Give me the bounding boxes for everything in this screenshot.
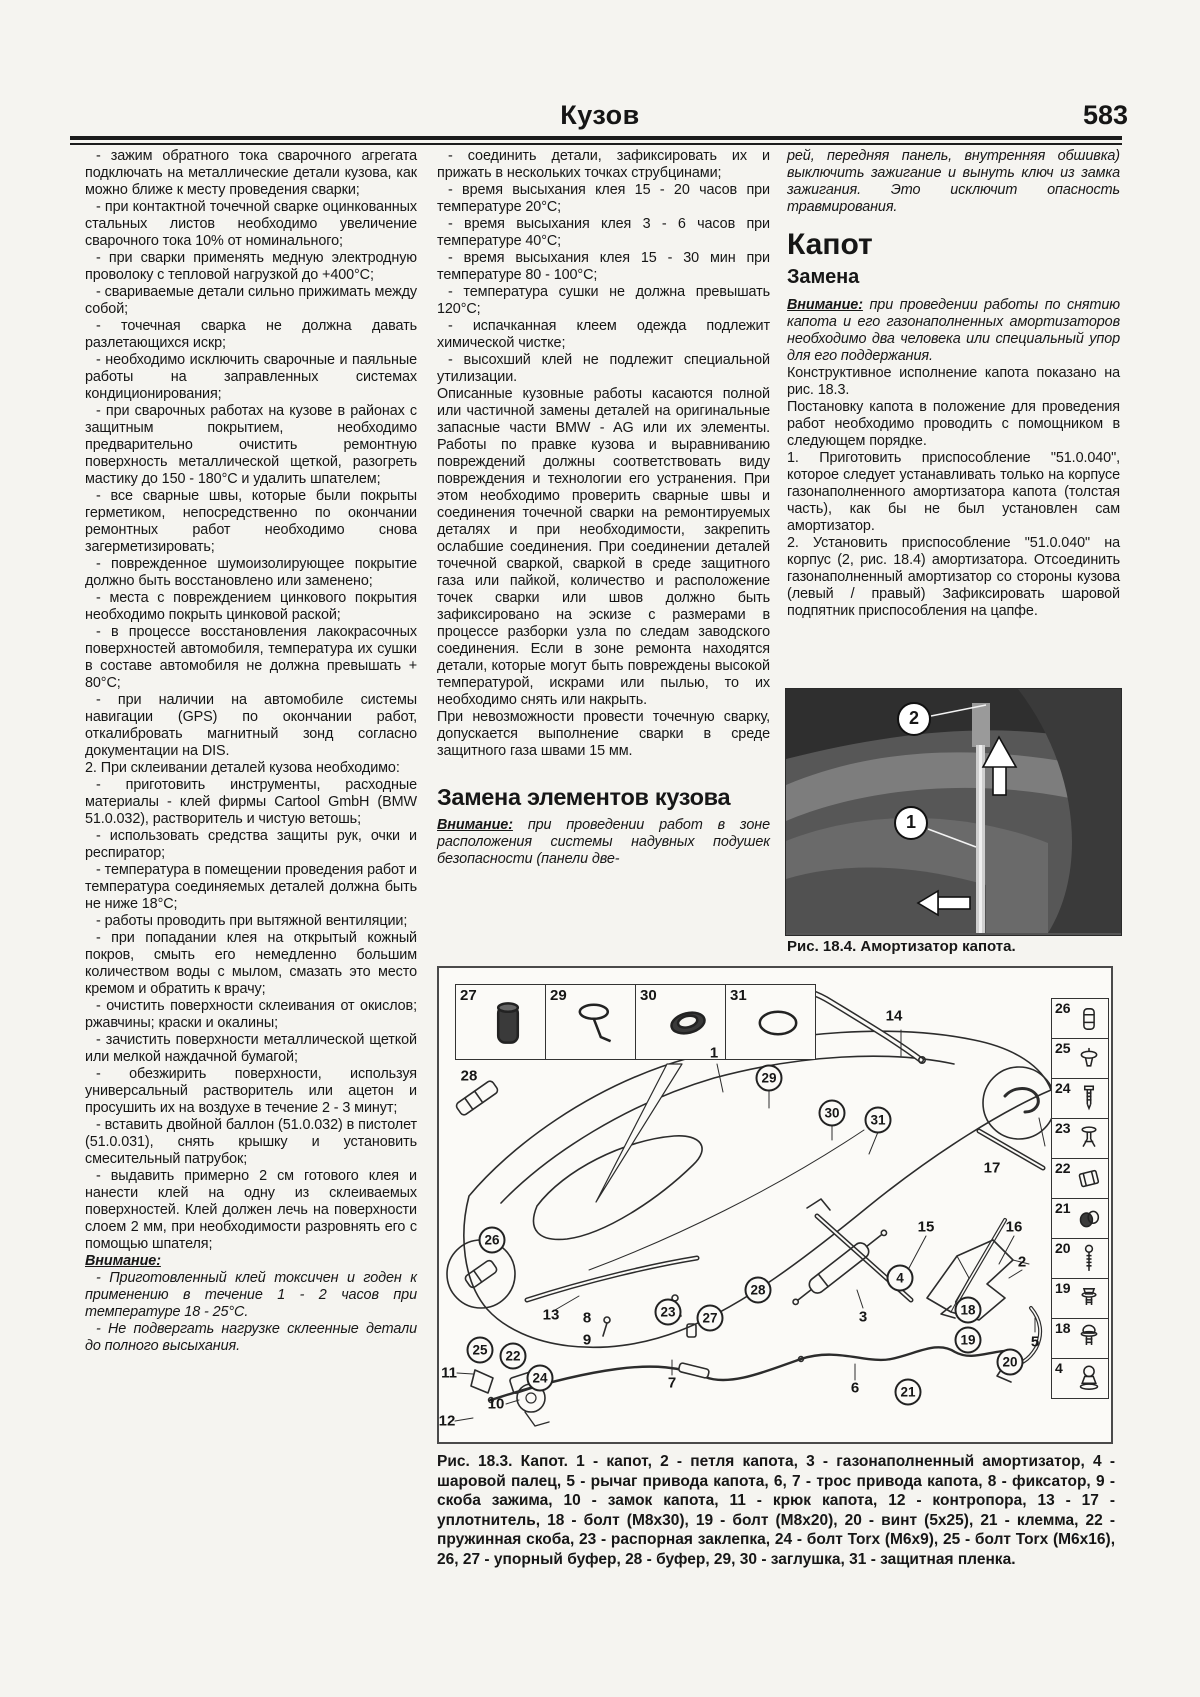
diagram-label-1: 1 xyxy=(709,1044,719,1062)
diagram-label-27: 27 xyxy=(697,1305,724,1332)
grommet-icon xyxy=(660,995,716,1056)
diagram-label-31: 31 xyxy=(865,1107,892,1134)
figure-18-4-photo xyxy=(785,688,1122,936)
part-number: 23 xyxy=(1055,1120,1071,1136)
paragraph: - испачканная клеем одежда подлежит химической чистке; xyxy=(437,318,770,351)
attention-lead: Внимание: xyxy=(787,297,863,313)
part-cell-26 xyxy=(1051,998,1109,1038)
paragraph: 2. Установить приспособление "51.0.040" на корпус (2, рис. 18.4) амортизатора. Отсоединить газонаполненный амортизатор со стороны кузова (левый / правый) Зафиксировать шаровой подпятник приспособления на цапфе. xyxy=(787,535,1120,619)
paragraph: - время высыхания клея 3 - 6 часов при температуре 40°С; xyxy=(437,216,770,249)
paragraph: - соединить детали, зафиксировать их и прижать в нескольких точках струбцинами; xyxy=(437,148,770,181)
bolt-washer-icon xyxy=(1072,1282,1106,1321)
figure-18-3-caption: Рис. 18.3. Капот. 1 - капот, 2 - петля капота, 3 - газонаполненный амортизатор, 4 - шаровой палец, 5 - рычаг привода капота, 6, 7 - трос привода капота, 8 - фиксатор, 9 - скоба зажима, 10 - замок капота, 11 - крюк капота, 12 - контропора, 13 - 17 - уплотнитель, 18 - болт (М8х30), 19 - болт (М8х20), 20 - винт (5х25), 21 - клемма, 22 - пружинная скоба, 23 - распорная заклепка, 24 - болт Torx (М6х9), 25 - болт Torx (М6х16), 26, 27 - упорный буфер, 28 - буфер, 29, 30 - заглушка, 31 - защитная пленка. xyxy=(437,1453,1115,1568)
paragraph xyxy=(437,817,770,868)
part-cell-24 xyxy=(1051,1078,1109,1118)
paragraph: - использовать средства защиты рук, очки и респиратор; xyxy=(85,828,417,861)
part-number: 18 xyxy=(1055,1320,1071,1336)
clamp-icon xyxy=(1072,1202,1106,1241)
diagram-label-17: 17 xyxy=(983,1159,1001,1177)
paragraph: - необходимо исключить сварочные и паяльные работы на заправленных системах кондиционирования; xyxy=(85,352,417,402)
paragraph: - время высыхания клея 15 - 30 мин при температуре 80 - 100°С; xyxy=(437,250,770,283)
paragraph: - точечная сварка не должна давать разлетающихся искр; xyxy=(85,318,417,351)
paragraph: 1. Приготовить приспособление "51.0.040", которое следует устанавливать только на корпусе газонаполненного амортизатора капота (толстая часть), как бы не был установлен сам амортизатор. xyxy=(787,450,1120,534)
diagram-label-25: 25 xyxy=(467,1337,494,1364)
part-number: 30 xyxy=(640,987,657,1004)
paragraph: - Не подвергать нагрузке склеенные детали до полного высыхания. xyxy=(85,1321,417,1354)
legend-cell-29 xyxy=(546,985,636,1059)
photo-callout-1: 1 xyxy=(894,806,928,840)
small-fasteners xyxy=(603,1295,696,1337)
legend-cell-27 xyxy=(456,985,546,1059)
legend-pointer xyxy=(596,1064,682,1202)
buffer-dark-icon xyxy=(480,995,536,1056)
part-cell-25 xyxy=(1051,1038,1109,1078)
attention-lead: Внимание: xyxy=(437,817,513,833)
paragraph: Капот xyxy=(787,228,873,261)
part-number: 4 xyxy=(1055,1360,1063,1376)
paragraph: - зажим обратного тока сварочного агрегата подключать на металлические детали кузова, как можно ближе к месту проведения сварки; xyxy=(85,148,417,198)
paragraph: - приготовить инструменты, расходные материалы - клей фирмы Cartool GmbH (BMW 51.0.032), растворитель и чистую ветошь; xyxy=(85,777,417,827)
diagram-label-28: 28 xyxy=(460,1067,478,1085)
long-screw-icon xyxy=(1072,1242,1106,1281)
paragraph: - очистить поверхности склеивания от окислов; ржавчины; краски и окалины; xyxy=(85,998,417,1031)
part-cell-19 xyxy=(1051,1278,1109,1318)
paragraph: Описанные кузовные работы касаются полной или частичной замены деталей на оригинальные запасные части BMW - AG или их элементы. Работы по правке кузова и выравниванию повреждений должны соответствовать виду повреждения и технологии его устранения. При этом необходимо проверить сварные швы и соединения точечной сварки на ремонтируемых деталях и при необходимости, закрепить ослабшие соединения. При соединении деталей точечной сваркой, сваркой в среде защитного газа или пайкой, количество и расположение точек сварки или швов должно быть зафиксировано на эскизе с размерами в процессе разборки узла по следам заводского соединения. Если в зоне ремонта находятся детали, которые могут быть повреждены высокой температурой, искрами или пылью, то их необходимо снять или накрыть. xyxy=(437,386,770,708)
part-cell-22 xyxy=(1051,1158,1109,1198)
diagram-label-15: 15 xyxy=(917,1218,935,1236)
hinge-2 xyxy=(927,1240,1029,1320)
buffer-28-sketch xyxy=(455,1080,499,1117)
rod-17 xyxy=(979,1067,1055,1168)
spring-clip-icon xyxy=(1072,1162,1106,1201)
paragraph: - все сварные швы, которые были покрыты герметиком, непосредственно по окончании ремонтных работ необходимо снова загерметизировать; xyxy=(85,488,417,555)
part-number: 24 xyxy=(1055,1080,1071,1096)
photo-callout-2: 2 xyxy=(897,702,931,736)
part-number: 26 xyxy=(1055,1000,1071,1016)
part-cell-18 xyxy=(1051,1318,1109,1358)
diagram-label-9: 9 xyxy=(582,1331,592,1349)
diagram-label-23: 23 xyxy=(655,1299,682,1326)
paragraph-text: при проведении работ в зоне расположения системы надувных подушек безопасности (панели две- xyxy=(437,817,770,867)
text-column-left xyxy=(85,148,417,1355)
part-number: 25 xyxy=(1055,1040,1071,1056)
paragraph xyxy=(787,297,1120,365)
diagram-label-24: 24 xyxy=(527,1365,554,1392)
legend-cell-30 xyxy=(636,985,726,1059)
clip-icon xyxy=(1072,1042,1106,1081)
paragraph: Замена xyxy=(787,266,860,288)
plug-icon xyxy=(570,995,626,1056)
part-number: 20 xyxy=(1055,1240,1071,1256)
paragraph: - в процессе восстановления лакокрасочных поверхностей автомобиля, температура их сушки в составе автомобиля не должна превышать + 80°С; xyxy=(85,624,417,691)
part-number: 22 xyxy=(1055,1160,1071,1176)
diagram-label-14: 14 xyxy=(885,1007,903,1025)
paragraph: Постановку капота в положение для проведения работ необходимо проводить с помощником в следующем порядке. xyxy=(787,399,1120,449)
ring-icon xyxy=(750,995,806,1056)
paragraph: - при наличии на автомобиле системы навигации (GPS) по окончании работ, откалибровать магнитный зонд согласно документации на DIS. xyxy=(85,692,417,759)
diagram-label-28: 28 xyxy=(745,1277,772,1304)
paragraph-text: при проведении работы по снятию капота и его газонаполненных амортизаторов необходимо два человека или специальный упор для его поддержания. xyxy=(787,297,1120,364)
diagram-parts-column xyxy=(1051,998,1109,1399)
diagram-label-13: 13 xyxy=(542,1306,560,1324)
figure-18-3-diagram xyxy=(437,966,1113,1444)
leader-lines xyxy=(455,1064,1035,1421)
paragraph: При невозможности провести точечную сварку, допускается выполнение сварки в среде защитного газа швами 15 мм. xyxy=(437,709,770,759)
photo-callouts xyxy=(786,689,1121,935)
paragraph: - выдавить примерно 2 см готового клея и нанести клей на одну из склеиваемых поверхностей. Клей должен лечь на поверхности слоем 2 мм, при необходимости разровнять его с помощью шпателя; xyxy=(85,1168,417,1252)
buffer-26-detail xyxy=(447,1240,515,1308)
paragraph: - при контактной точечной сварке оцинкованных стальных листов необходимо увеличение сварочного тока 10% от номинального; xyxy=(85,199,417,249)
latch-10-cluster xyxy=(471,1370,549,1426)
paragraph: - обезжирить поверхности, используя универсальный растворитель или ацетон и просушить их на воздухе в течение 2 - 3 минут; xyxy=(85,1066,417,1116)
screw-icon xyxy=(1072,1082,1106,1121)
diagram-label-29: 29 xyxy=(756,1065,783,1092)
part-number: 29 xyxy=(550,987,567,1004)
diagram-label-19: 19 xyxy=(955,1327,982,1354)
part-number: 27 xyxy=(460,987,477,1004)
diagram-label-8: 8 xyxy=(582,1309,592,1327)
paragraph: - работы проводить при вытяжной вентиляции; xyxy=(96,913,408,929)
diagram-label-4: 4 xyxy=(887,1265,914,1292)
diagram-label-22: 22 xyxy=(500,1343,527,1370)
text-column-right xyxy=(787,148,1120,620)
paragraph: - вставить двойной баллон (51.0.032) в пистолет (51.0.031), снять крышку и установить смесительный патрубок; xyxy=(85,1117,417,1167)
rivet-icon xyxy=(1072,1122,1106,1161)
paragraph: - при сварочных работах на кузове в районах с защитным покрытием, необходимо предварительно очистить ремонтную поверхность металлической щеткой, разогреть мастику до 150 - 180°С и удалить шпателем; xyxy=(85,403,417,487)
legend-cell-31 xyxy=(726,985,815,1059)
ball-pin-icon xyxy=(1072,1362,1106,1401)
paragraph: - зачистить поверхности металлической щеткой или мелкой наждачной бумагой; xyxy=(85,1032,417,1065)
text-column-middle xyxy=(437,148,770,868)
diagram-label-20: 20 xyxy=(997,1349,1024,1376)
paragraph: - при сварки применять медную электродную проволоку с тепловой нагрузкой до +400°С; xyxy=(85,250,417,283)
diagram-label-26: 26 xyxy=(479,1227,506,1254)
figure-18-4-caption: Рис. 18.4. Амортизатор капота. xyxy=(787,938,1016,955)
diagram-label-6: 6 xyxy=(850,1379,860,1397)
rod-16 xyxy=(941,1220,1005,1318)
diagram-label-21: 21 xyxy=(895,1379,922,1406)
diagram-label-11: 11 xyxy=(441,1364,457,1382)
paragraph: 2. При склеивании деталей кузова необходимо: xyxy=(85,760,400,776)
paragraph: Внимание: xyxy=(85,1253,161,1269)
paragraph: - высохший клей не подлежит специальной утилизации. xyxy=(437,352,770,385)
page-number: 583 xyxy=(1082,100,1128,130)
part-number: 19 xyxy=(1055,1280,1071,1296)
paragraph: - температура в помещении проведения работ и температура соединяемых деталей должна быть не ниже 18°С; xyxy=(85,862,417,912)
diagram-label-18: 18 xyxy=(955,1297,982,1324)
diagram-label-2: 2 xyxy=(1017,1253,1027,1271)
paragraph: Конструктивное исполнение капота показано на рис. 18.3. xyxy=(787,365,1120,398)
part-number: 21 xyxy=(1055,1200,1071,1216)
part-cell-23 xyxy=(1051,1118,1109,1158)
diagram-label-5: 5 xyxy=(1030,1333,1040,1351)
seal-13 xyxy=(527,1258,697,1310)
cable-6-7 xyxy=(489,1347,1013,1402)
paragraph: - поврежденное шумоизолирующее покрытие должно быть восстановлено или заменено; xyxy=(85,556,417,589)
paragraph: Замена элементов кузова xyxy=(437,784,731,810)
lever-5 xyxy=(997,1308,1040,1382)
paragraph: - места с повреждением цинкового покрытия необходимо покрыть цинковой раской; xyxy=(85,590,417,623)
diagram-label-10: 10 xyxy=(487,1395,505,1413)
diagram-label-30: 30 xyxy=(819,1100,846,1127)
header-rule xyxy=(70,136,1122,145)
part-cell-20 xyxy=(1051,1238,1109,1278)
diagram-label-12: 12 xyxy=(438,1412,456,1430)
diagram-label-16: 16 xyxy=(1005,1218,1023,1236)
part-number: 31 xyxy=(730,987,747,1004)
paragraph: - свариваемые детали сильно прижимать между собой; xyxy=(85,284,417,317)
page-title: Кузов xyxy=(560,100,640,130)
hood-outline xyxy=(464,1031,1051,1347)
paragraph: - Приготовленный клей токсичен и годен к применению в течение 1 - 2 часов при температуре 18 - 25°С. xyxy=(85,1270,417,1320)
part-cell-4 xyxy=(1051,1358,1109,1399)
paragraph: рей, передняя панель, внутренняя обшивка) выключить зажигание и вынуть ключ из замка зажигания. Это исключит опасность травмирования. xyxy=(787,148,1120,215)
paragraph: - при попадании клея на открытый кожный покров, смыть его немедленно большим количеством воды с мылом, смазать это место кремом и обратить к врачу; xyxy=(85,930,417,997)
buffer-icon xyxy=(1072,1002,1106,1041)
paragraph: - температура сушки не должна превышать 120°С; xyxy=(437,284,770,317)
paragraph: - время высыхания клея 15 - 20 часов при температуре 20°С; xyxy=(437,182,770,215)
part-cell-21 xyxy=(1051,1198,1109,1238)
diagram-label-3: 3 xyxy=(858,1308,868,1326)
diagram-label-7: 7 xyxy=(667,1374,677,1392)
diagram-legend-strip xyxy=(455,984,816,1060)
bolt-icon xyxy=(1072,1322,1106,1361)
